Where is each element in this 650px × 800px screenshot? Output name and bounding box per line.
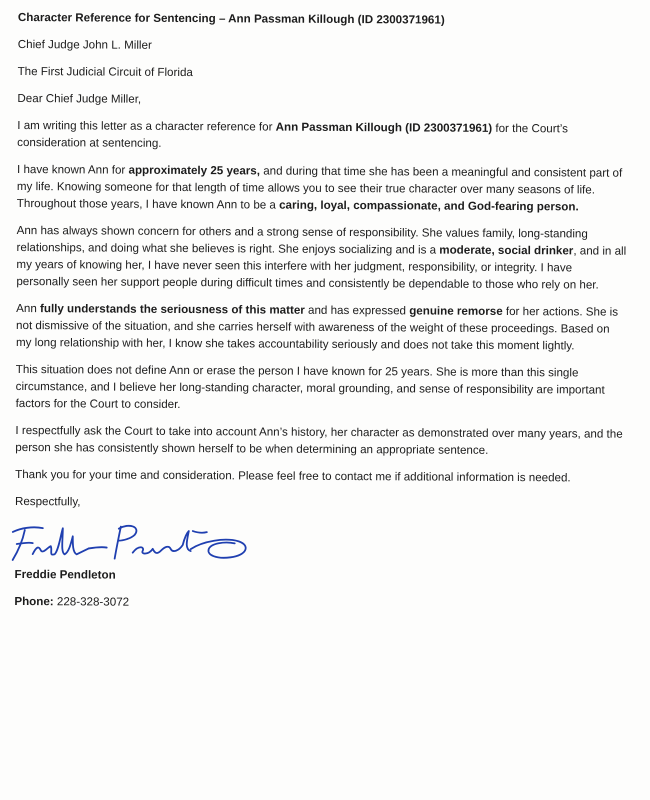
p3-text-c: , and in all my years of knowing her, I have never seen this interfere with her judgment, responsibility, or integrity. I have personally seen her support people during difficult times and consistently be dependable to those who rely on her.	[16, 244, 627, 292]
p4-text-c: and has expressed	[304, 303, 410, 318]
p1-text-a: I am writing this letter as a character reference for	[17, 118, 276, 134]
p3-bold-b: moderate, social drinker	[439, 243, 574, 258]
signature	[3, 514, 625, 568]
p4-bold-d: genuine remorse	[409, 304, 503, 318]
paragraph-3	[16, 222, 626, 294]
p4-text-a: Ann	[16, 301, 41, 316]
signer-name: Freddie Pendleton	[14, 567, 116, 582]
p2-bold-b: approximately 25 years,	[128, 163, 261, 178]
p4-text-e: for her actions. She is not dismissive of the situation, and she carries herself with awareness of the weight of these proceedings. Based on my long relationship with her, I know she takes accountability seriously and does not take this moment lightly.	[15, 304, 619, 353]
signer-phone	[14, 593, 624, 614]
paragraph-6: I respectfully ask the Court to take into account Ann’s history, her character as demonstrated over many years, and the person she has consistently shown herself to be when determining an appropriate sentence.	[15, 423, 623, 457]
paragraph-5: This situation does not define Ann or erase the person I have known for 25 years. She is more than this single circumstance, and I believe her long-standing character, moral grounding, and sense of responsibility are important factors for the Court to consider.	[15, 362, 605, 412]
p2-text-c: and during that time she has been a meaningful and consistent part of my life. Knowing someone for that length of time allows you to see their true character over many seasons of life. Throughout those years, I have known Ann to be a	[16, 164, 623, 212]
p1-text-c: for the Court’s consideration at sentencing.	[17, 121, 569, 150]
phone-number: 228-328-3072	[56, 595, 130, 609]
greeting: Dear Chief Judge Miller,	[17, 91, 142, 106]
court-name: The First Judicial Circuit of Florida	[17, 64, 193, 80]
p3-text-a: Ann has always shown concern for others and a strong sense of responsibility. She values family, long-standing relationships, and doing what she believes is right. She enjoys socializing and is a	[16, 223, 588, 257]
p2-text-a: I have known Ann for	[16, 162, 129, 177]
p4-bold-b: fully understands the seriousness of this matter	[39, 302, 305, 317]
addressee: Chief Judge John L. Miller	[17, 37, 152, 52]
paragraph-4	[16, 300, 626, 355]
p2-bold-d: caring, loyal, compassionate, and God-fearing person.	[279, 198, 579, 214]
letter-title: Character Reference for Sentencing – Ann Passman Killough (ID 2300371961)	[17, 10, 445, 27]
paragraph-7: Thank you for your time and consideration. Please feel free to contact me if additional information is needed.	[15, 467, 571, 485]
p1-bold-b: Ann Passman Killough (ID 2300371961)	[275, 120, 493, 135]
paragraph-1	[17, 117, 627, 155]
paragraph-2	[17, 161, 627, 216]
letter-body	[14, 9, 628, 624]
phone-label: Phone:	[14, 594, 54, 609]
signature-image	[3, 514, 263, 568]
closing: Respectfully,	[14, 494, 81, 509]
